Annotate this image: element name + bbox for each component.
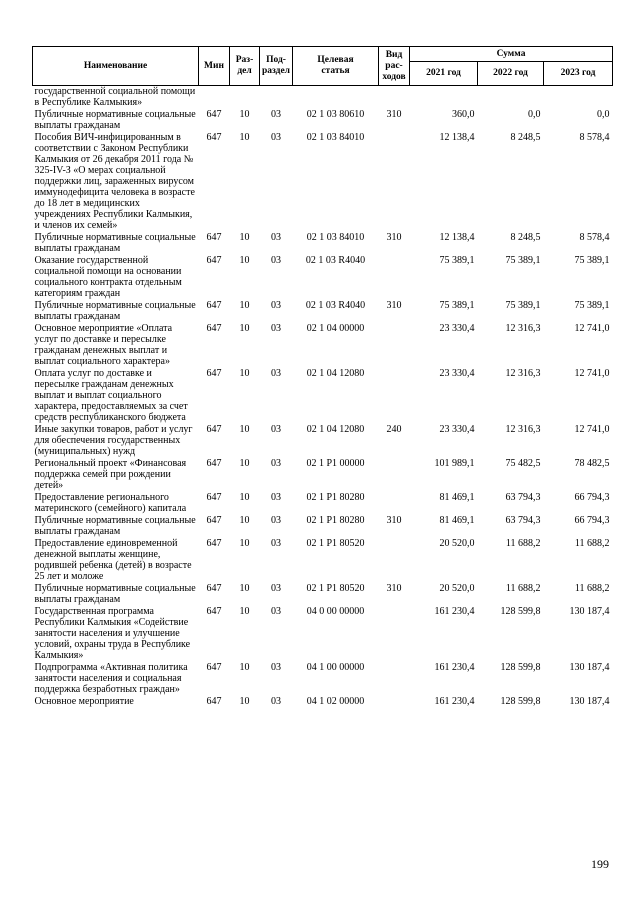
cell-name: Региональный проект «Финансовая поддержка семей при рождении детей» xyxy=(34,458,187,491)
table-row xyxy=(33,491,613,514)
cell-name: Предоставление регионального материнского (семейного) капитала xyxy=(34,492,187,514)
cell-2023: 12 741,0 xyxy=(574,323,610,334)
header-min: Мин xyxy=(199,47,230,86)
cell-2023: 11 688,2 xyxy=(574,538,610,549)
cell-vid xyxy=(379,254,410,299)
cell-razdel: 10 xyxy=(239,492,250,503)
cell-min: 647 xyxy=(206,368,222,379)
table-row xyxy=(33,605,613,661)
cell-2022 xyxy=(478,86,544,109)
cell-2021: 360,0 xyxy=(452,109,475,120)
cell-target: 02 1 03 84010 xyxy=(306,132,365,143)
cell-2021: 20 520,0 xyxy=(439,583,475,594)
cell-2021: 23 330,4 xyxy=(439,424,475,435)
header-vid-text: Вид рас- ходов xyxy=(382,49,406,82)
cell-2022: 75 389,1 xyxy=(505,255,541,266)
cell-vid xyxy=(379,537,410,582)
cell-vid xyxy=(379,367,410,423)
cell-razdel: 10 xyxy=(239,232,250,243)
cell-min: 647 xyxy=(206,515,222,526)
cell-2023: 66 794,3 xyxy=(574,515,610,526)
page-number: 199 xyxy=(591,857,609,871)
table-row xyxy=(33,299,613,322)
table-row xyxy=(33,457,613,491)
cell-name: Иные закупки товаров, работ и услуг для обеспечения государственных (муниципальных) нужд xyxy=(34,424,193,457)
cell-podrazdel: 03 xyxy=(271,255,281,266)
cell-name: Публичные нормативные социальные выплаты гражданам xyxy=(34,232,196,254)
cell-name: Публичные нормативные социальные выплаты гражданам xyxy=(34,515,196,537)
cell-min: 647 xyxy=(206,424,222,435)
cell-2022: 128 599,8 xyxy=(500,662,541,673)
cell-2021: 12 138,4 xyxy=(439,132,475,143)
cell-min: 647 xyxy=(206,606,222,617)
cell-razdel: 10 xyxy=(239,458,250,469)
table-row xyxy=(33,86,613,109)
cell-name: Основное мероприятие «Оплата услуг по доставке и пересылке гражданам денежных выплат и выплат социального характера» xyxy=(34,323,173,367)
cell-name: Государственная программа Республики Калмыкия «Содействие занятости населения и улучшение условий, охраны труда в Республике Калмыкия» xyxy=(34,606,191,661)
cell-min: 647 xyxy=(206,132,222,143)
cell-target: 02 1 04 12080 xyxy=(306,424,365,435)
cell-2023: 75 389,1 xyxy=(574,255,610,266)
cell-razdel: 10 xyxy=(239,109,250,120)
cell-2021: 161 230,4 xyxy=(434,606,475,617)
cell-razdel: 10 xyxy=(239,662,250,673)
cell-2022: 63 794,3 xyxy=(505,515,541,526)
cell-target: 02 1 P1 80280 xyxy=(306,515,365,526)
cell-min: 647 xyxy=(206,255,222,266)
table-row xyxy=(33,131,613,231)
header-vid xyxy=(379,47,410,86)
cell-podrazdel: 03 xyxy=(271,662,281,673)
cell-razdel: 10 xyxy=(239,368,250,379)
cell-2021: 75 389,1 xyxy=(439,300,475,311)
cell-2022: 8 248,5 xyxy=(510,232,541,243)
cell-2023: 8 578,4 xyxy=(579,232,610,243)
table-row xyxy=(33,322,613,367)
cell-podrazdel: 03 xyxy=(271,132,281,143)
cell-vid xyxy=(379,86,410,109)
cell-name: Публичные нормативные социальные выплаты гражданам xyxy=(34,583,196,605)
header-razdel-text: Раз- дел xyxy=(235,55,254,76)
cell-vid xyxy=(379,131,410,231)
cell-vid xyxy=(379,695,410,707)
cell-vid: 240 xyxy=(386,424,402,435)
cell-name: Основное мероприятие xyxy=(34,696,134,707)
cell-podrazdel: 03 xyxy=(271,458,281,469)
table-row xyxy=(33,367,613,423)
cell-razdel: 10 xyxy=(239,300,250,311)
header-razdel xyxy=(230,47,260,86)
cell-vid: 310 xyxy=(386,583,402,594)
cell-min: 647 xyxy=(206,538,222,549)
cell-podrazdel: 03 xyxy=(271,424,281,435)
cell-2022: 128 599,8 xyxy=(500,606,541,617)
cell-target: 02 1 P1 80520 xyxy=(306,538,365,549)
cell-target: 02 1 03 80610 xyxy=(306,109,365,120)
cell-name: Предоставление единовременной денежной выплаты женщине, родившей ребенка (детей) в возрасте 25 лет и моложе xyxy=(34,538,192,582)
cell-razdel: 10 xyxy=(239,696,250,707)
cell-podrazdel: 03 xyxy=(271,109,281,120)
cell-min: 647 xyxy=(206,492,222,503)
cell-2022: 8 248,5 xyxy=(510,132,541,143)
cell-2022: 63 794,3 xyxy=(505,492,541,503)
cell-razdel: 10 xyxy=(239,583,250,594)
cell-razdel: 10 xyxy=(239,538,250,549)
budget-page xyxy=(32,46,612,707)
cell-razdel xyxy=(230,86,260,109)
cell-podrazdel xyxy=(260,86,293,109)
cell-razdel: 10 xyxy=(239,424,250,435)
cell-min: 647 xyxy=(206,662,222,673)
cell-2023: 130 187,4 xyxy=(569,696,610,707)
cell-podrazdel: 03 xyxy=(271,606,281,617)
cell-vid xyxy=(379,661,410,695)
cell-podrazdel: 03 xyxy=(271,368,281,379)
cell-min xyxy=(199,86,230,109)
table-row xyxy=(33,582,613,605)
cell-min: 647 xyxy=(206,696,222,707)
table-row xyxy=(33,661,613,695)
cell-target: 02 1 P1 80520 xyxy=(306,583,365,594)
cell-vid xyxy=(379,322,410,367)
cell-2023: 8 578,4 xyxy=(579,132,610,143)
cell-2023: 130 187,4 xyxy=(569,662,610,673)
cell-podrazdel: 03 xyxy=(271,583,281,594)
cell-podrazdel: 03 xyxy=(271,232,281,243)
header-2022: 2022 год xyxy=(478,62,544,86)
table-row xyxy=(33,108,613,131)
cell-2022: 75 482,5 xyxy=(505,458,541,469)
cell-2021: 23 330,4 xyxy=(439,323,475,334)
cell-vid: 310 xyxy=(386,515,402,526)
header-name: Наименование xyxy=(33,47,199,86)
cell-2021: 161 230,4 xyxy=(434,662,475,673)
cell-target: 02 1 03 R4040 xyxy=(305,300,366,311)
cell-name: Публичные нормативные социальные выплаты гражданам xyxy=(34,300,196,322)
cell-target: 02 1 03 84010 xyxy=(306,232,365,243)
cell-podrazdel: 03 xyxy=(271,492,281,503)
cell-target: 02 1 04 12080 xyxy=(306,368,365,379)
cell-2021: 81 469,1 xyxy=(439,492,475,503)
cell-target: 04 1 00 00000 xyxy=(306,662,365,673)
cell-vid xyxy=(379,605,410,661)
header-target xyxy=(293,47,379,86)
cell-target: 02 1 P1 80280 xyxy=(306,492,365,503)
cell-min: 647 xyxy=(206,300,222,311)
cell-name: Оплата услуг по доставке и пересылке гражданам денежных выплат и выплат социального характера, предоставляемых за счет средств республиканского бюджета xyxy=(34,368,188,423)
cell-2023: 75 389,1 xyxy=(574,300,610,311)
table-row xyxy=(33,423,613,457)
cell-podrazdel: 03 xyxy=(271,696,281,707)
cell-vid xyxy=(379,457,410,491)
header-podrazdel-text: Под- раздел xyxy=(261,55,291,76)
cell-vid: 310 xyxy=(386,300,402,311)
cell-2023: 78 482,5 xyxy=(574,458,610,469)
cell-2022: 12 316,3 xyxy=(505,368,541,379)
cell-2022: 75 389,1 xyxy=(505,300,541,311)
cell-min: 647 xyxy=(206,109,222,120)
cell-target: 02 1 P1 00000 xyxy=(306,458,365,469)
cell-2021: 161 230,4 xyxy=(434,696,475,707)
cell-2023: 66 794,3 xyxy=(574,492,610,503)
cell-razdel: 10 xyxy=(239,132,250,143)
cell-2023: 0,0 xyxy=(597,109,610,120)
table-body xyxy=(33,86,613,708)
cell-2021: 20 520,0 xyxy=(439,538,475,549)
cell-2022: 11 688,2 xyxy=(505,538,541,549)
cell-target: 02 1 04 00000 xyxy=(306,323,365,334)
header-target-text: Целевая статья xyxy=(317,55,354,76)
cell-2021: 75 389,1 xyxy=(439,255,475,266)
cell-podrazdel: 03 xyxy=(271,538,281,549)
cell-podrazdel: 03 xyxy=(271,323,281,334)
cell-name: Подпрограмма «Активная политика занятости населения и социальная поддержка безработных граждан» xyxy=(34,662,188,695)
cell-vid xyxy=(379,491,410,514)
cell-razdel: 10 xyxy=(239,323,250,334)
cell-vid: 310 xyxy=(386,109,402,120)
cell-name: Пособия ВИЧ-инфицированным в соответствии с Законом Республики Калмыкия от 26 декабря 2011 года № 325-IV-З «О мерах социальной поддержки лиц, зараженных вирусом иммунодефицита человека в возрасте до 18 лет в медицинских учреждениях Республики Калмыкия, и членов их семей» xyxy=(34,132,195,231)
table-row xyxy=(33,537,613,582)
cell-2022: 0,0 xyxy=(528,109,541,120)
cell-2023: 12 741,0 xyxy=(574,368,610,379)
cell-2023: 11 688,2 xyxy=(574,583,610,594)
cell-2021: 12 138,4 xyxy=(439,232,475,243)
cell-target: 02 1 03 R4040 xyxy=(305,255,366,266)
cell-name: государственной социальной помощи в Республике Калмыкия» xyxy=(34,86,196,108)
cell-target: 04 1 02 00000 xyxy=(306,696,365,707)
header-podrazdel xyxy=(260,47,293,86)
cell-2023: 12 741,0 xyxy=(574,424,610,435)
cell-2022: 11 688,2 xyxy=(505,583,541,594)
table-row xyxy=(33,254,613,299)
table-header xyxy=(33,47,613,86)
cell-2021: 81 469,1 xyxy=(439,515,475,526)
table-row xyxy=(33,514,613,537)
cell-razdel: 10 xyxy=(239,606,250,617)
table-row xyxy=(33,231,613,254)
cell-min: 647 xyxy=(206,583,222,594)
cell-podrazdel: 03 xyxy=(271,300,281,311)
cell-min: 647 xyxy=(206,232,222,243)
cell-2022: 12 316,3 xyxy=(505,323,541,334)
cell-razdel: 10 xyxy=(239,515,250,526)
cell-2022: 12 316,3 xyxy=(505,424,541,435)
cell-2021 xyxy=(410,86,478,109)
budget-table xyxy=(32,46,613,707)
cell-target xyxy=(293,86,379,109)
header-summa: Сумма xyxy=(410,47,613,62)
cell-2022: 128 599,8 xyxy=(500,696,541,707)
header-2023: 2023 год xyxy=(544,62,613,86)
cell-min: 647 xyxy=(206,458,222,469)
cell-name: Оказание государственной социальной помощи на основании социального контракта отдельным категориям граждан xyxy=(34,255,182,299)
cell-name: Публичные нормативные социальные выплаты гражданам xyxy=(34,109,196,131)
cell-razdel: 10 xyxy=(239,255,250,266)
cell-target: 04 0 00 00000 xyxy=(306,606,365,617)
cell-2021: 101 989,1 xyxy=(434,458,475,469)
cell-2021: 23 330,4 xyxy=(439,368,475,379)
cell-min: 647 xyxy=(206,323,222,334)
cell-2023 xyxy=(544,86,613,109)
cell-vid: 310 xyxy=(386,232,402,243)
header-2021: 2021 год xyxy=(410,62,478,86)
cell-podrazdel: 03 xyxy=(271,515,281,526)
cell-2023: 130 187,4 xyxy=(569,606,610,617)
table-row xyxy=(33,695,613,707)
